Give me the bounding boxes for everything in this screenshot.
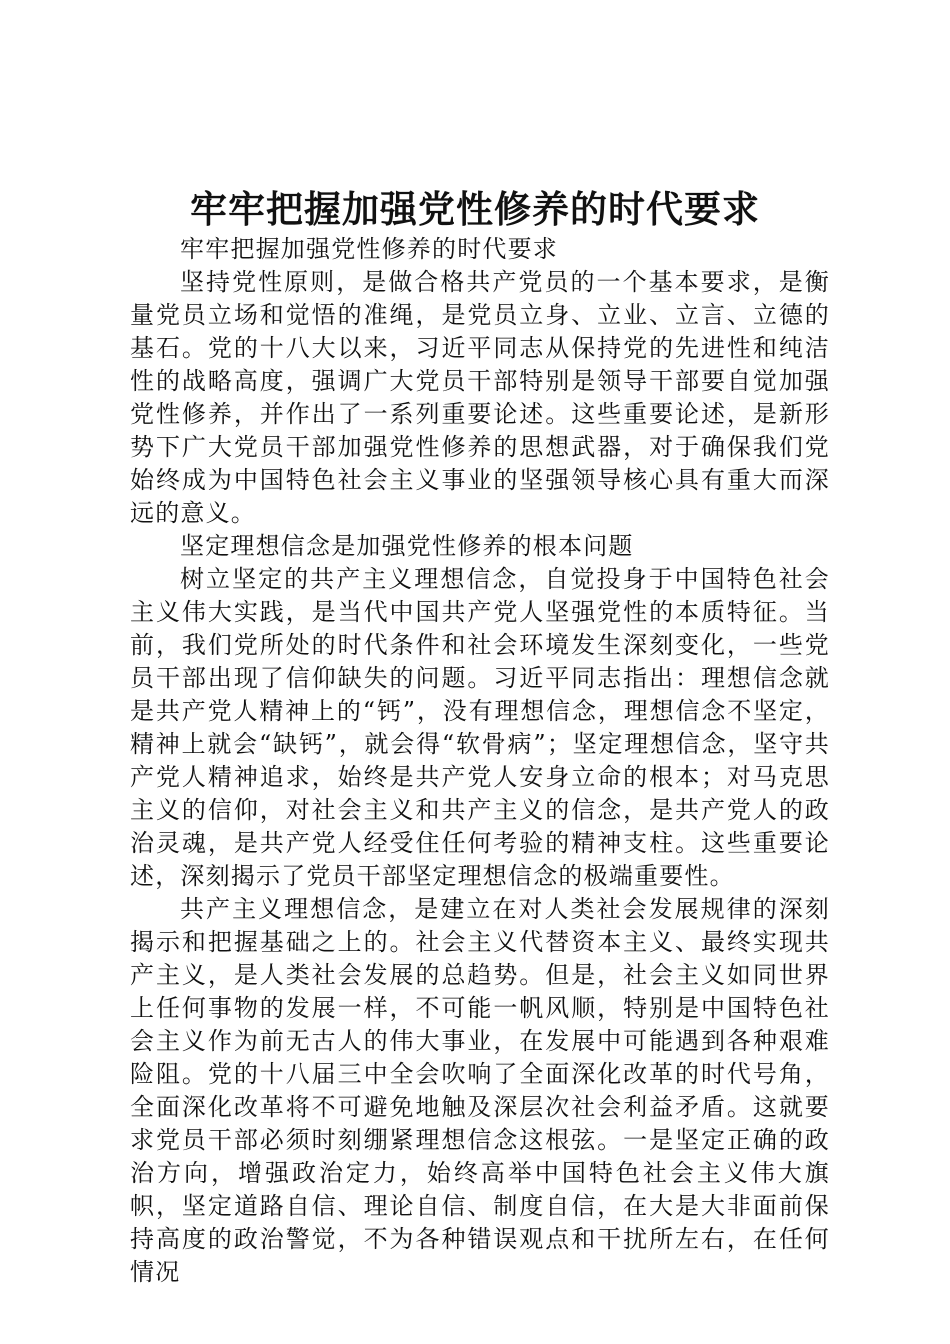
document-title: 牢牢把握加强党性修养的时代要求: [190, 187, 760, 231]
paragraph-subtitle: 牢牢把握加强党性修养的时代要求: [180, 235, 558, 263]
paragraph: 共产主义理想信念，是建立在对人类社会发展规律的深刻揭示和把握基础之上的。社会主义代替资本主义、最终实现共产主义，是人类社会发展的总趋势。但是，社会主义如同世界上任何事物的发展一样，不可能一帆风顺，特别是中国特色社会主义作为前无古人的伟大事业，在发展中可能遇到各种艰难险阻。党的十八届三中全会吹响了全面深化改革的时代号角，全面深化改革将不可避免地触及深层次社会利益矛盾。这就要求党员干部必须时刻绷紧理想信念这根弦。一是坚定正确的政治方向，增强政治定力，始终高举中国特色社会主义伟大旗帜，坚定道路自信、理论自信、制度自信，在大是大非面前保持高度的政治警觉，不为各种错误观点和干扰所左右，在任何情况: [130, 895, 830, 1286]
document-body: [130, 233, 830, 1289]
paragraph: 树立坚定的共产主义理想信念，自觉投身于中国特色社会主义伟大实践，是当代中国共产党人坚强党性的本质特征。当前，我们党所处的时代条件和社会环境发生深刻变化，一些党员干部出现了信仰缺失的问题。习近平同志指出：理想信念就是共产党人精神上的“钙”，没有理想信念，理想信念不坚定，精神上就会“缺钙”，就会得“软骨病”；坚定理想信念，坚守共产党人精神追求，始终是共产党人安身立命的根本；对马克思主义的信仰，对社会主义和共产主义的信念，是共产党人的政治灵魂，是共产党人经受住任何考验的精神支柱。这些重要论述，深刻揭示了党员干部坚定理想信念的极端重要性。: [130, 565, 830, 890]
section-heading: 坚定理想信念是加强党性修养的根本问题: [180, 532, 634, 560]
paragraph-intro: 坚持党性原则，是做合格共产党员的一个基本要求，是衡量党员立场和觉悟的准绳，是党员立身、立业、立言、立德的基石。党的十八大以来，习近平同志从保持党的先进性和纯洁性的战略高度，强调广大党员干部特别是领导干部要自觉加强党性修养，并作出了一系列重要论述。这些重要论述，是新形势下广大党员干部加强党性修养的思想武器，对于确保我们党始终成为中国特色社会主义事业的坚强领导核心具有重大而深远的意义。: [130, 268, 830, 527]
